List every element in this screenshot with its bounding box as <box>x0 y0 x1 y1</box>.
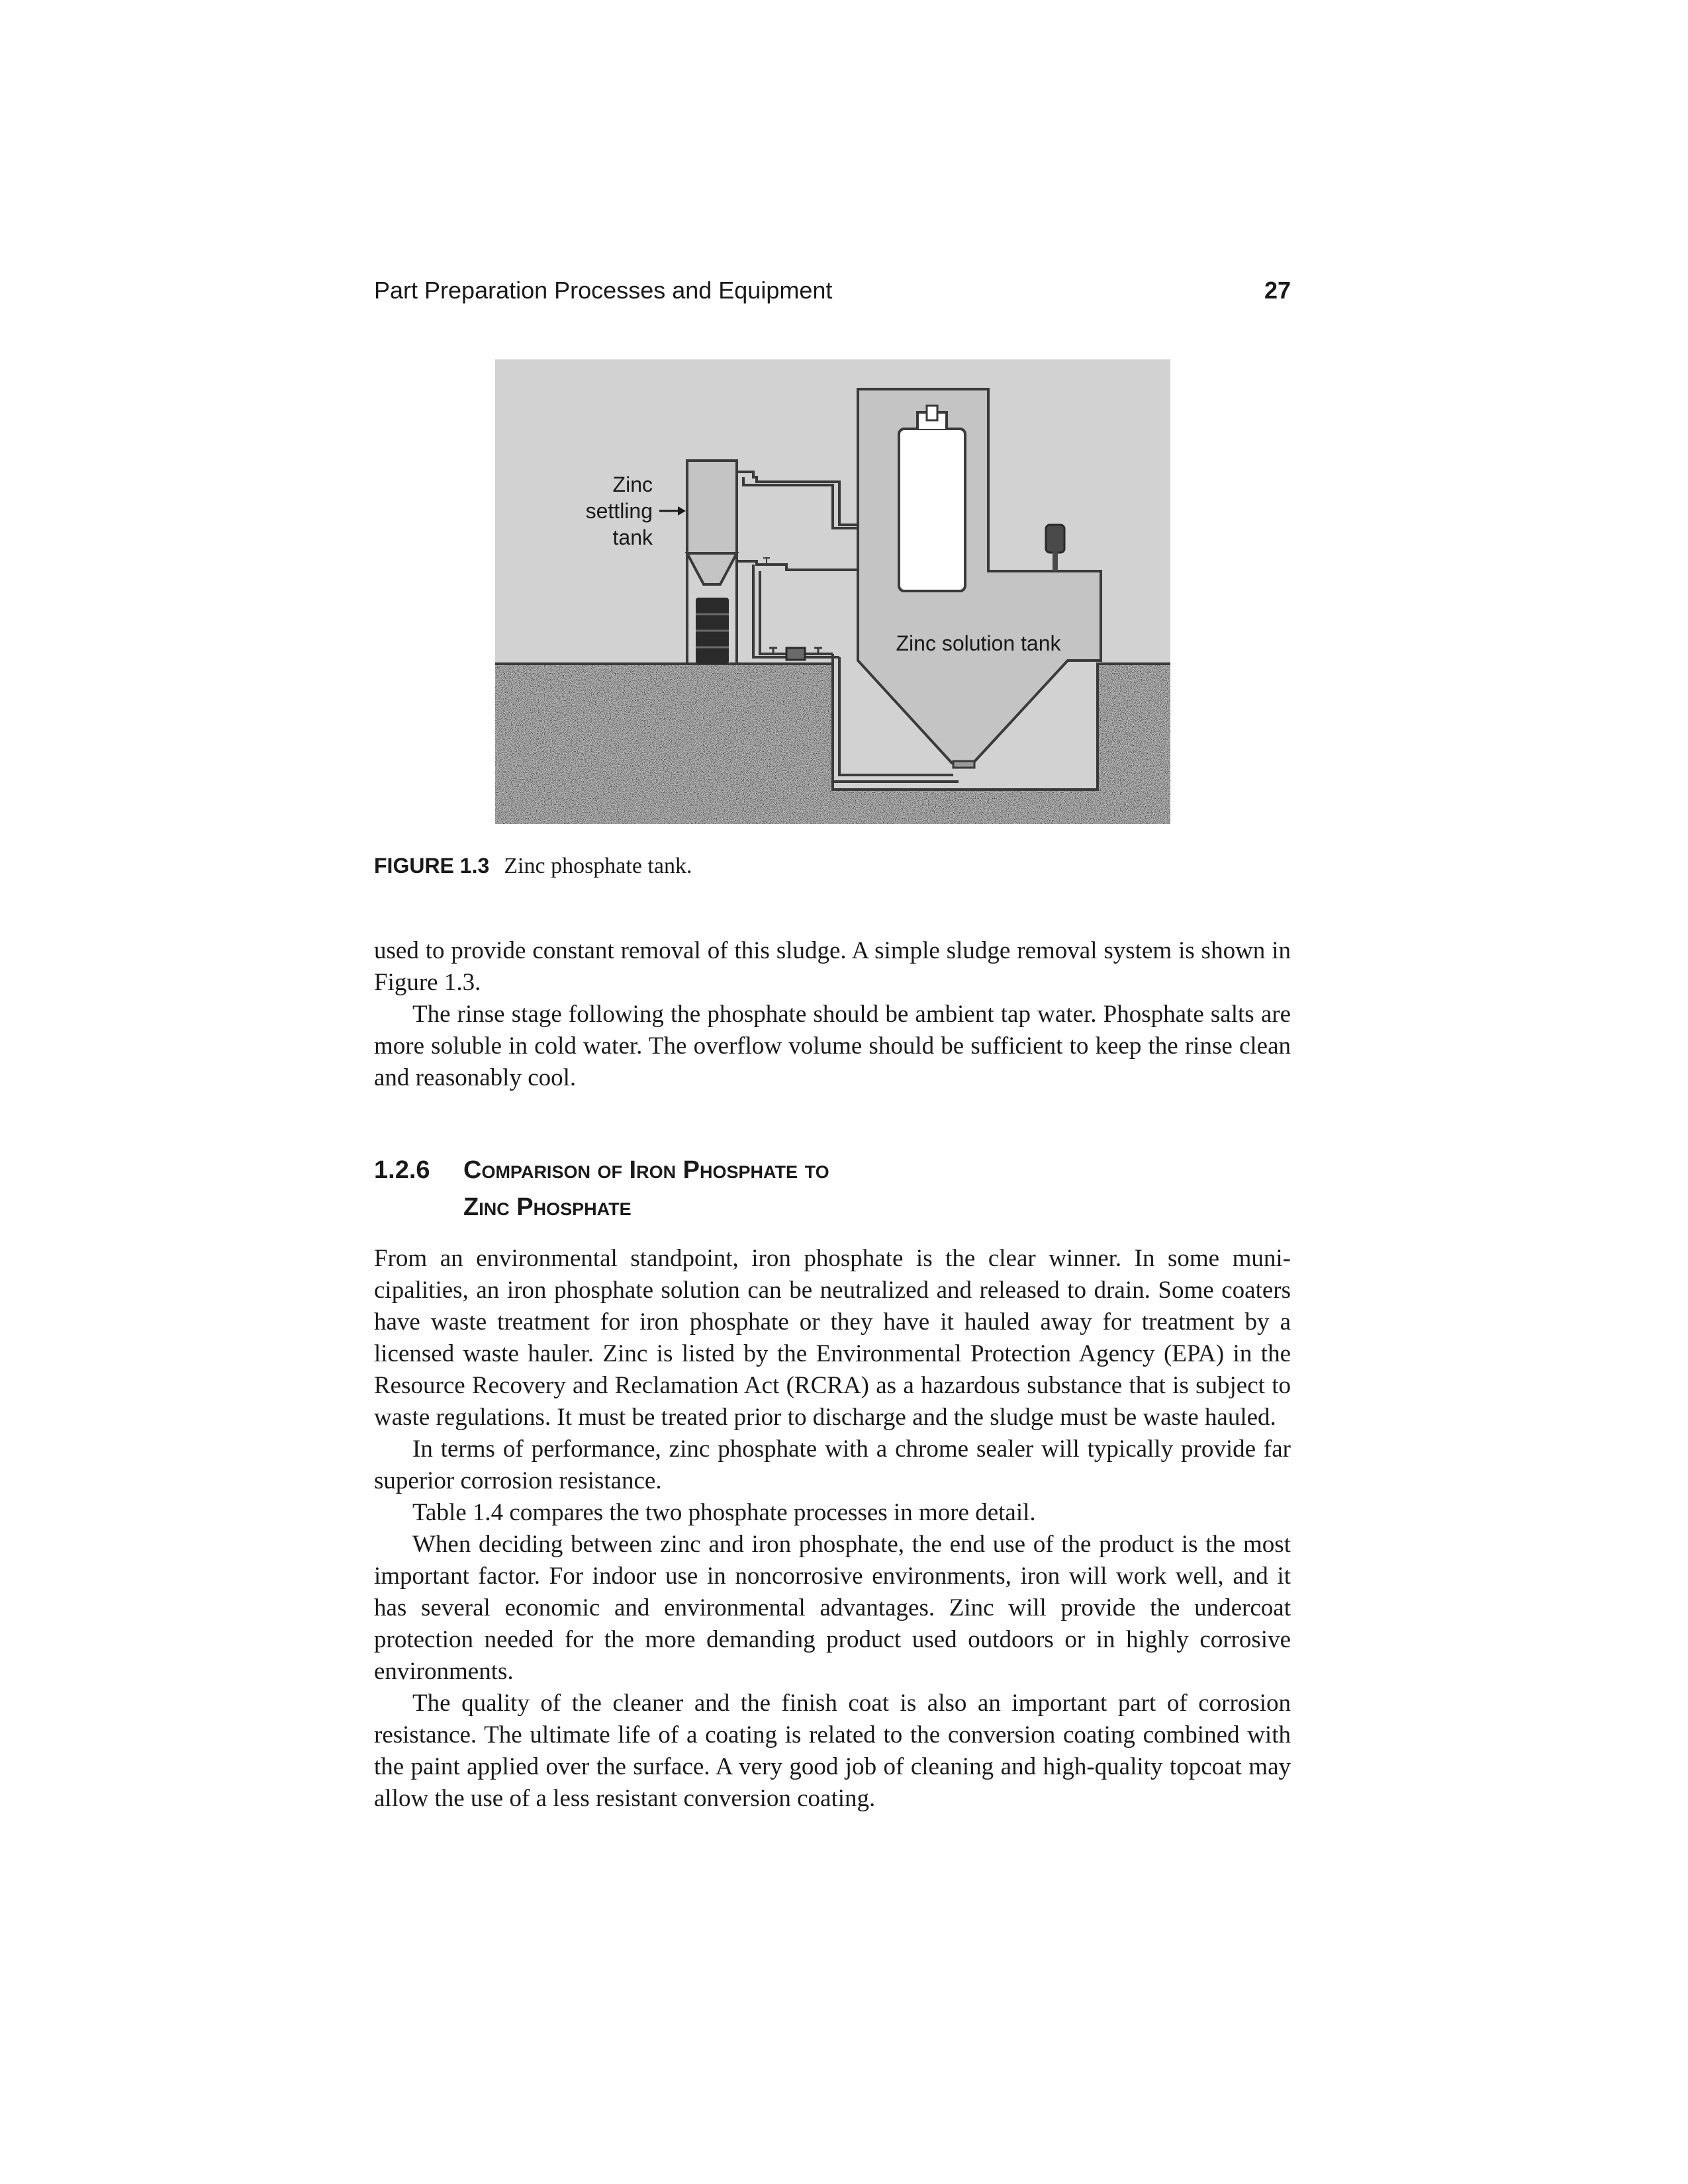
figure-zinc-phosphate-tank <box>495 359 1170 824</box>
solution-tank-label: Zinc solution tank <box>896 631 1061 655</box>
section-title-line1: Comparison of Iron Phosphate to <box>463 1156 829 1184</box>
paragraph: The quality of the cleaner and the finish coat is also an important part of corrosion resistance. The ultimate life of a coating is related to the conversion coating combined with the paint applied over the surface. A very good job of cleaning and high-quality topcoat may allow the use of a less resistant conversion coating. <box>374 1690 1291 1812</box>
body-text-bottom <box>374 1243 1291 1815</box>
section-number: 1.2.6 <box>374 1156 430 1184</box>
figure-caption <box>374 854 692 879</box>
running-head-title: Part Preparation Processes and Equipment <box>374 277 833 304</box>
paragraph: In terms of performance, zinc phosphate with a chrome sealer will typically provide far superior corrosion resistance. <box>374 1435 1291 1494</box>
tank-diagram <box>495 359 1170 824</box>
settling-tank <box>687 461 737 553</box>
settling-label-line3: tank <box>612 525 653 549</box>
figure-caption-text: Zinc phosphate tank. <box>504 854 692 878</box>
agitator-motor <box>1046 525 1064 553</box>
tank-outlet <box>953 761 974 768</box>
settling-label-line1: Zinc <box>612 473 653 496</box>
paragraph: From an environmental standpoint, iron phosphate is the clear winner. In some municipalities, an iron phosphate solution can be neutralized and released to drain. Some coaters have waste treatment for iron phosphate or they have it hauled away for treatment by a licensed waste hauler. Zinc is listed by the Environmental Protection Agency (EPA) in the Resource Recovery and Reclamation Act (RCRA) as a hazardous substance that is subject to waste regulations. It must be treated prior to discharge and the sludge must be waste hauled. <box>374 1245 1291 1431</box>
body-text-top <box>374 935 1291 1094</box>
figure-caption-label: FIGURE 1.3 <box>374 854 490 878</box>
inner-vessel <box>899 429 965 591</box>
paragraph: The rinse stage following the phosphate should be ambient tap water. Phosphate salts are more soluble in cold water. The overflow volume should be sufficient to keep the rinse clean and reasonably cool. <box>374 1001 1291 1091</box>
running-head <box>374 277 1291 316</box>
paragraph: used to provide constant removal of this sludge. A simple sludge removal system is shown in Figure 1.3. <box>374 937 1291 996</box>
page-number: 27 <box>1264 277 1291 304</box>
section-heading <box>374 1152 829 1226</box>
pump <box>786 648 805 660</box>
section-title-line2: Zinc Phosphate <box>463 1193 632 1221</box>
settling-label-line2: settling <box>585 499 653 523</box>
paragraph: When deciding between zinc and iron phosphate, the end use of the product is the most important factor. For indoor use in noncorrosive environments, iron will work well, and it has several economic and environmental advantages. Zinc will provide the undercoat protection needed for the more demanding product used outdoors or in highly corrosive environments. <box>374 1531 1291 1685</box>
paragraph: Table 1.4 compares the two phosphate processes in more detail. <box>412 1499 1036 1526</box>
